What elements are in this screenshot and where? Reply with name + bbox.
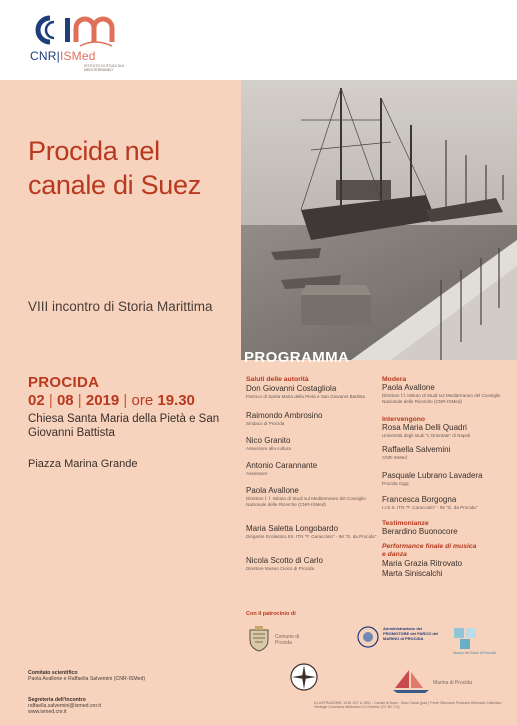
sponsor-logos: [241, 620, 517, 700]
comune-label: Comune di Procida: [275, 634, 300, 646]
logo-cnr-text: CNR: [30, 49, 57, 63]
speaker-name: Francesca Borgogna: [382, 495, 457, 504]
performer-name: Marta Siniscalchi: [382, 569, 443, 578]
event-month: 08: [56, 392, 74, 409]
intervengono-block: [382, 416, 514, 439]
speaker-entry: [246, 411, 378, 427]
museo-mare-icon: [453, 626, 479, 650]
event-venue: Chiesa Santa Maria della Pietà e San Giovanni Battista: [28, 413, 220, 439]
museo-label: Museo del Mare di Procida: [453, 651, 496, 655]
parco-crest-icon: [357, 624, 379, 650]
speaker-role: Assessore alla cultura: [246, 446, 291, 451]
cnr-ismed-logo-mark-icon: [32, 12, 118, 48]
speaker-entry: [246, 461, 378, 477]
event-day: 02: [28, 392, 45, 409]
speaker-name: Maria Saletta Longobardo: [246, 524, 339, 533]
patrocinio-heading: Con il patrocinio di: [246, 611, 296, 617]
comitato-block: [28, 670, 228, 682]
performer-name: Maria Grazia Ritrovato: [382, 559, 463, 568]
speaker-entry: [246, 486, 378, 507]
segreteria-heading: Segreteria dell'incontro: [28, 697, 86, 703]
speaker-role: I.I.S.S. ITN "F. Caracciolo" - IM "G. da Procida": [382, 505, 478, 510]
logo-wordmark: [30, 49, 96, 63]
speaker-entry: [246, 384, 378, 400]
modera-name: Paola Avallone: [382, 383, 435, 392]
suez-canal-photo-icon: [241, 80, 517, 360]
compass-rose-icon: [289, 662, 319, 692]
comune-crest-icon: [247, 626, 271, 652]
cnr-ismed-logo: [28, 12, 148, 74]
modera-role: Direttore f.f. Istituto di Studi sul Mediterraneo del Consiglio Nazionale delle Ricerche (CNR-ISMed): [382, 393, 501, 404]
speaker-role: Procida Oggi: [382, 481, 409, 486]
event-subtitle: VIII incontro di Storia Marittima: [28, 299, 213, 314]
event-ore-label: ore: [131, 392, 154, 409]
segreteria-web[interactable]: www.ismed.cnr.it: [28, 709, 67, 716]
historic-suez-canal-photo: [241, 80, 517, 360]
speaker-entry: [246, 436, 378, 452]
speaker-role: Assessore: [246, 471, 268, 476]
speaker-role: Università degli studi "L'Orientale" di Napoli: [382, 433, 471, 438]
logo-separator: |: [56, 49, 60, 63]
modera-heading: Modera: [382, 376, 407, 383]
performance-block: [382, 543, 514, 579]
speaker-name: Nicola Scotto di Carlo: [246, 556, 323, 565]
logo-ismed-text: ISMed: [59, 49, 96, 63]
date-separator-1: |: [48, 392, 53, 409]
speaker-entry: [382, 471, 514, 487]
speaker-entry: [246, 524, 378, 540]
performance-heading: Performance finale di musica e danza: [382, 543, 477, 558]
programma-band: [241, 349, 517, 369]
speaker-role: Parroco di Santa Maria della Pietà e San Giovanni Battista: [246, 394, 365, 399]
testimonianze-heading: Testimonianze: [382, 520, 429, 527]
speaker-role: Dirigente Scolastico IIS. ITN "F. Caracciolo" - IM "G. da Procida": [246, 534, 377, 539]
speaker-entry: [246, 556, 378, 572]
event-date-time: [28, 392, 195, 409]
segreteria-email[interactable]: raffaella.salvemini@ismed.cnr.it: [28, 703, 101, 710]
event-time: 19.30: [157, 392, 195, 409]
speaker-name: Raimondo Ambrosino: [246, 411, 323, 420]
speaker-name: Raffaella Salvemini: [382, 445, 451, 454]
programma-label: PROGRAMMA: [244, 349, 350, 366]
speaker-name: Don Giovanni Costagliola: [246, 384, 337, 393]
speaker-name: Antonio Carannante: [246, 461, 318, 470]
speaker-entry: [382, 445, 514, 461]
speaker-name: Paola Avallone: [246, 486, 299, 495]
compass-logo: [289, 662, 329, 697]
marina-label: Marina di Procida: [433, 680, 472, 686]
comitato-heading: Comitato scientifico: [28, 670, 78, 676]
sailboat-icon: [391, 668, 431, 694]
event-title: Procida nel canale di Suez: [28, 136, 201, 200]
logo-subtitle: ISTITUTO DI STUDI SUL MEDITERRANEO: [84, 64, 125, 73]
intervengono-heading: Intervengono: [382, 416, 426, 423]
speaker-role: CNR-ISMed: [382, 455, 407, 460]
event-city: PROCIDA: [28, 374, 100, 391]
date-separator-2: |: [77, 392, 82, 409]
speaker-role: Direttore f. f. Istituto di Studi sul Mediterraneo del Consiglio Nazionale delle Ricerche (CNR-ISMed): [246, 496, 366, 507]
event-year: 2019: [85, 392, 120, 409]
comitato-text: Paola Avallone e Raffaella Salvemini (CNR-ISMed): [28, 676, 146, 683]
testimonianze-block: [382, 520, 514, 537]
speaker-name: Nico Granito: [246, 436, 291, 445]
testimonianze-name: Berardino Buonocore: [382, 527, 458, 536]
event-piazza: Piazza Marina Grande: [28, 458, 138, 470]
speaker-name: Rosa Maria Delli Quadri: [382, 423, 467, 432]
speaker-entry: [382, 495, 514, 511]
parco-label: Amministrazione del PROMOTORE del PARCO del MARINO di PROCIDA: [383, 626, 439, 641]
illustration-credits: ILLUSTRAZIONE: 1916 JOY & 1901 - Canale di Suez - Suez Canal (part.) Porte Ottomane Postcard Historical Collection Heritage Commons Attribution 2.0 Generic (CC BY 2.0): [314, 701, 502, 710]
date-separator-3: |: [123, 392, 128, 409]
saluti-heading-block: [246, 376, 378, 383]
speaker-role: Sindaco di Procida: [246, 421, 285, 426]
speaker-name: Pasquale Lubrano Lavadera: [382, 471, 483, 480]
modera-block: [382, 376, 514, 404]
segreteria-block: [28, 697, 228, 716]
saluti-heading: Saluti delle autorità: [246, 376, 309, 383]
speaker-role: Direttore Museo Civico di Procida: [246, 566, 315, 571]
